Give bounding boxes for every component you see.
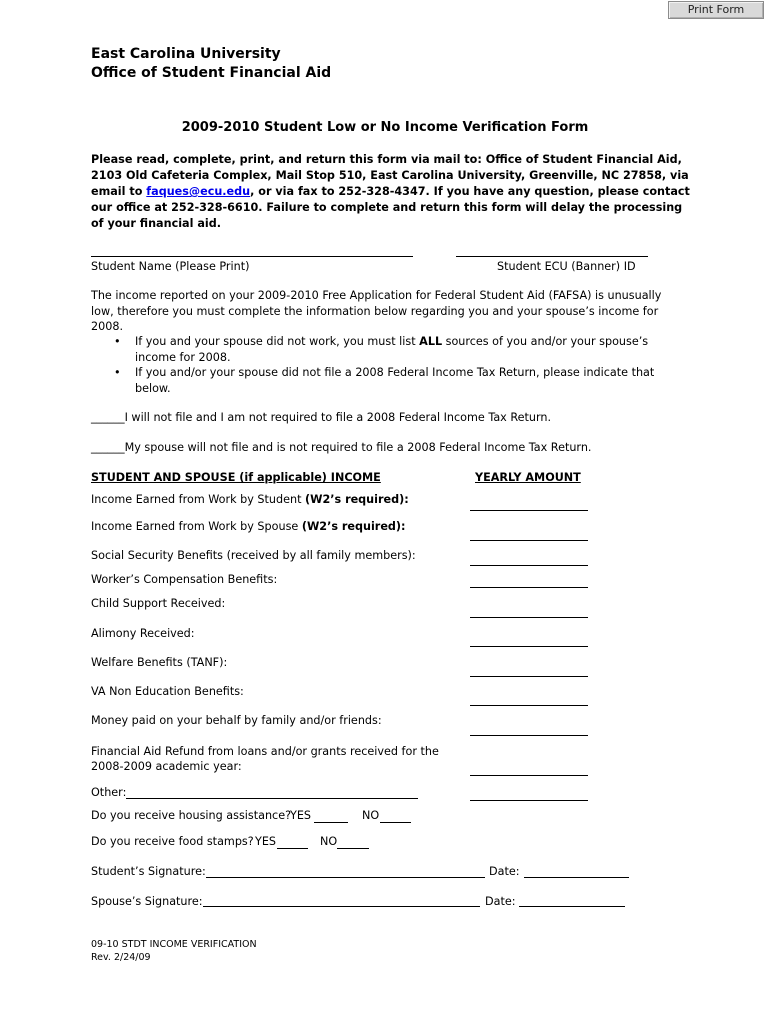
amount-refund[interactable] [470,775,588,776]
income-section-header: STUDENT AND SPOUSE (if applicable) INCOME [91,471,381,484]
footer [91,938,257,964]
university-name: East Carolina University [91,46,281,62]
housing-question: Do you receive housing assistance? [91,809,292,822]
amount-child-support[interactable] [470,617,588,618]
student-name-line[interactable] [91,256,413,257]
spouse-date-line[interactable] [519,906,625,907]
spouse-signature-line[interactable] [203,906,480,907]
student-signature-line[interactable] [206,877,485,878]
amount-welfare[interactable] [470,676,588,677]
intro-text-2: , or via fax to 252-328-4347. If you have any question, please contact our office at 252-328-6610. Failure to complete and return this form will delay the processing of your financial aid. [91,185,690,230]
check-not-file-blank[interactable]: ______ [91,411,125,424]
intro-instructions [91,152,691,232]
income-va: VA Non Education Benefits: [91,685,244,698]
food-yes-blank[interactable] [277,848,308,849]
amount-money-paid[interactable] [470,735,588,736]
revision-date: Rev. 2/24/09 [91,952,151,963]
income-alimony: Alimony Received: [91,627,195,640]
office-name: Office of Student Financial Aid [91,65,332,81]
bullet-icon: • [114,335,121,348]
food-no-blank[interactable] [337,848,369,849]
amount-workers-comp[interactable] [470,587,588,588]
amount-other[interactable] [470,800,588,801]
housing-yes-label: YES [290,809,312,822]
amount-alimony[interactable] [470,646,588,647]
amount-work-spouse[interactable] [470,540,588,541]
food-stamps-question: Do you receive food stamps? [91,835,254,848]
amount-social-security[interactable] [470,565,588,566]
housing-no-blank[interactable] [380,822,411,823]
income-work-spouse: Income Earned from Work by Spouse (W2’s required): [91,520,406,533]
student-date-label: Date: [489,865,520,878]
student-name-label: Student Name (Please Print) [91,260,250,273]
bullet-icon: • [114,366,121,379]
form-title: 2009-2010 Student Low or No Income Verification Form [181,120,589,135]
food-yes-label: YES [255,835,277,848]
income-refund-line2: 2008-2009 academic year: [91,760,242,773]
income-other-label: Other: [91,786,127,799]
other-description-line[interactable] [126,798,418,799]
email-link[interactable]: faques@ecu.edu [146,185,251,198]
yearly-amount-header: YEARLY AMOUNT [475,471,581,484]
amount-work-student[interactable] [470,510,588,511]
instruction-list [114,334,680,396]
print-form-button[interactable]: Print Form [668,1,764,19]
income-money-paid: Money paid on your behalf by family and/or friends: [91,714,382,727]
income-workers-comp: Worker’s Compensation Benefits: [91,573,278,586]
food-no-label: NO [320,835,338,848]
instruction-all-sources: • If you and your spouse did not work, you must list ALL sources of you and/or your spouse’s income for 2008. [114,335,649,364]
student-id-line[interactable] [456,256,648,257]
income-welfare: Welfare Benefits (TANF): [91,656,228,669]
income-child-support: Child Support Received: [91,597,226,610]
check-not-file: ______I will not file and I am not required to file a 2008 Federal Income Tax Return. [91,411,552,424]
spouse-date-label: Date: [485,895,516,908]
spouse-signature-label: Spouse’s Signature: [91,895,203,908]
form-code: 09-10 STDT INCOME VERIFICATION [91,939,257,950]
check-spouse-not-file: ______My spouse will not file and is not required to file a 2008 Federal Income Tax Return. [91,441,592,454]
housing-yes-blank[interactable] [314,822,348,823]
student-date-line[interactable] [524,877,629,878]
student-id-label: Student ECU (Banner) ID [497,260,636,273]
student-signature-label: Student’s Signature: [91,865,206,878]
housing-no-label: NO [362,809,380,822]
income-work-student: Income Earned from Work by Student (W2’s required): [91,493,409,506]
intro-text-1: Please read, complete, print, and return this form via mail to: Office of Student Financial Aid, 2103 Old Cafeteria Complex, Mail Stop 510, East Carolina University, Greenville, NC 27858, via email to [91,153,689,198]
income-refund-line1: Financial Aid Refund from loans and/or grants received for the [91,745,439,758]
instruction-no-tax-return: • If you and/or your spouse did not file a 2008 Federal Income Tax Return, please indicate that below. [114,366,655,395]
check-spouse-not-file-blank[interactable]: ______ [91,441,125,454]
amount-va[interactable] [470,705,588,706]
income-paragraph: The income reported on your 2009-2010 Free Application for Federal Student Aid (FAFSA) is unusually low, therefore you must complete the information below regarding you and your spouse’s income for 2008. [91,289,662,333]
income-social-security: Social Security Benefits (received by all family members): [91,549,416,562]
